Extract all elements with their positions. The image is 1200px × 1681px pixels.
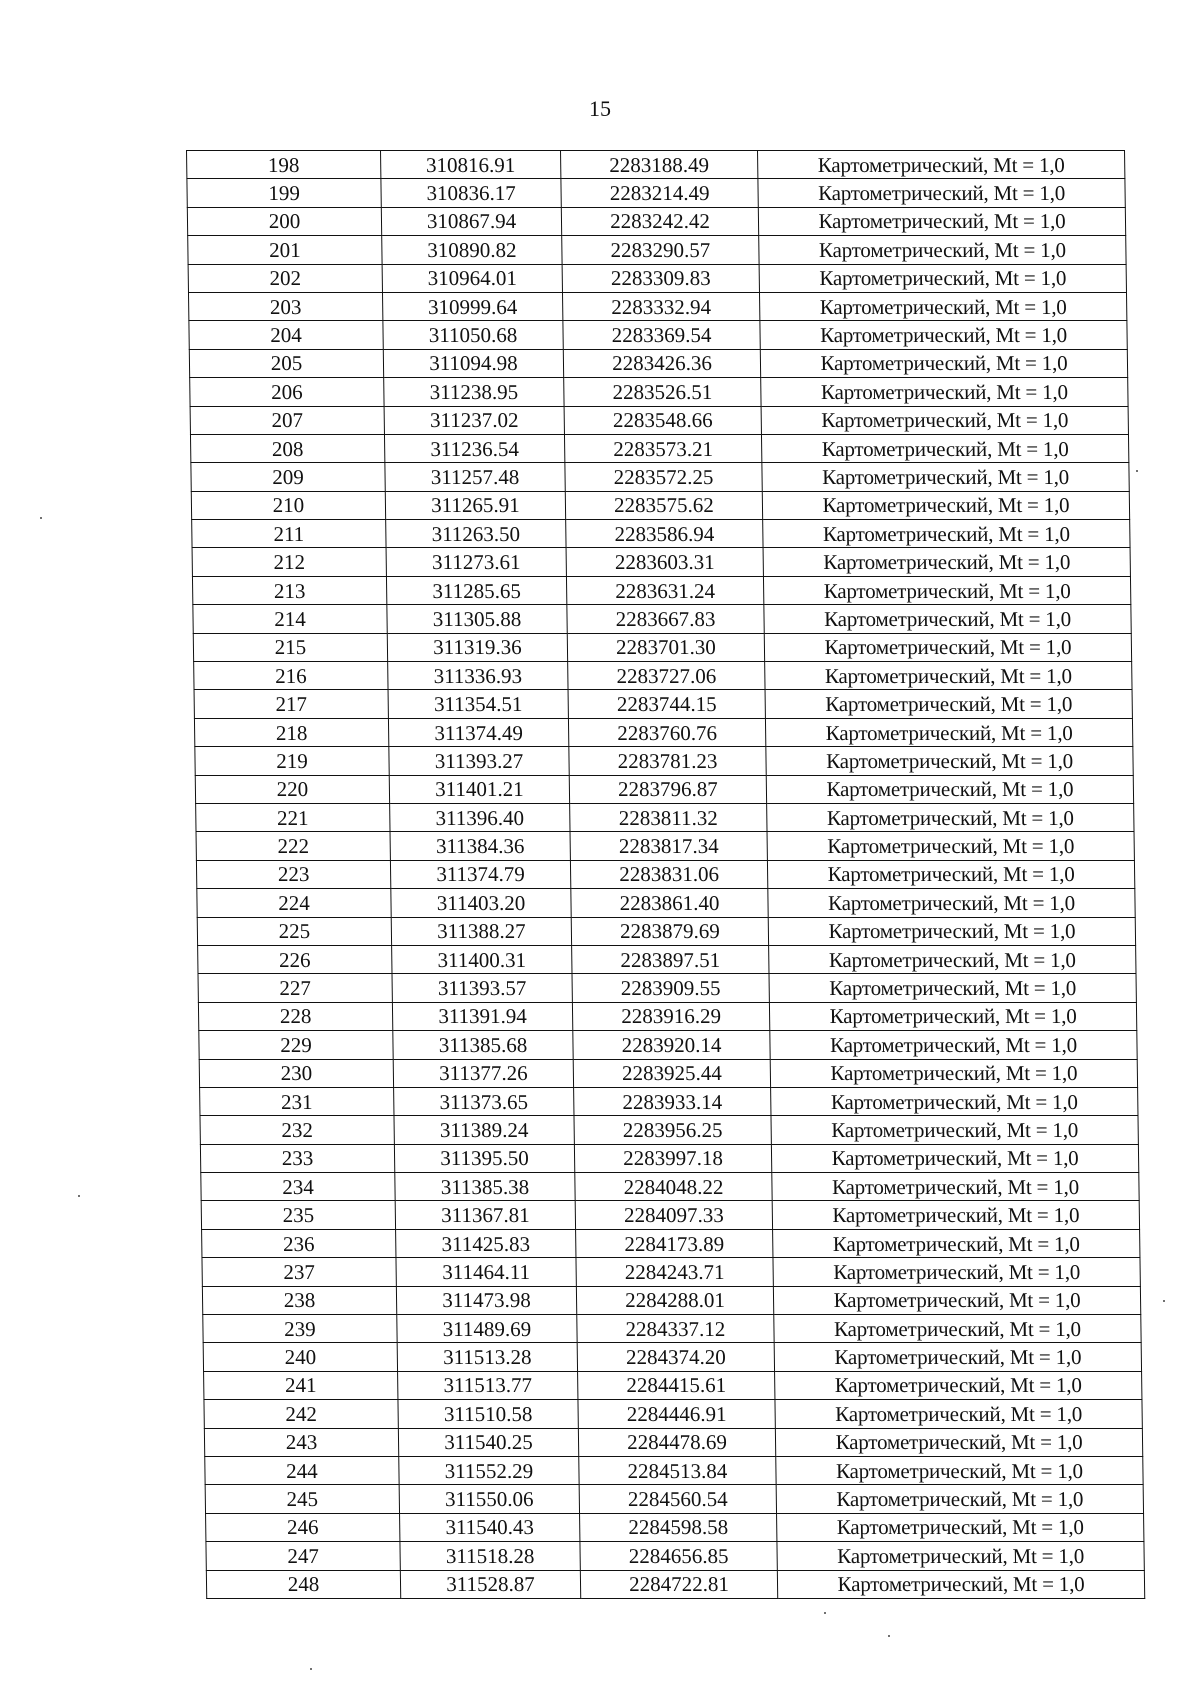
table-row — [201, 1173, 1139, 1201]
y-coordinate-cell: 2284048.22 — [575, 1173, 772, 1201]
table-row — [203, 1315, 1141, 1343]
scan-speck — [310, 1668, 312, 1670]
y-coordinate-cell: 2283933.14 — [574, 1087, 771, 1115]
y-coordinate-cell: 2283426.36 — [563, 349, 760, 377]
table-row — [193, 633, 1131, 661]
point-number-cell: 241 — [204, 1371, 398, 1399]
point-number-cell: 231 — [200, 1087, 394, 1115]
table-row — [195, 775, 1133, 803]
method-cell: Картометрический, Mt = 1,0 — [769, 945, 1136, 973]
y-coordinate-cell: 2283242.42 — [561, 207, 758, 235]
method-cell: Картометрический, Mt = 1,0 — [759, 292, 1126, 320]
point-number-cell: 238 — [202, 1286, 396, 1314]
point-number-cell: 230 — [199, 1059, 393, 1087]
table-row — [205, 1485, 1143, 1513]
point-number-cell: 215 — [193, 633, 387, 661]
page-number: 15 — [589, 96, 611, 121]
method-cell: Картометрический, Mt = 1,0 — [777, 1542, 1144, 1570]
table-row — [196, 832, 1134, 860]
point-number-cell: 239 — [203, 1315, 397, 1343]
point-number-cell: 245 — [205, 1485, 399, 1513]
y-coordinate-cell: 2283572.25 — [565, 463, 762, 491]
x-coordinate-cell: 311263.50 — [386, 520, 566, 548]
x-coordinate-cell: 311237.02 — [384, 406, 564, 434]
method-cell: Картометрический, Mt = 1,0 — [775, 1400, 1142, 1428]
y-coordinate-cell: 2284097.33 — [575, 1201, 772, 1229]
y-coordinate-cell: 2283586.94 — [566, 520, 763, 548]
x-coordinate-cell: 311257.48 — [385, 463, 565, 491]
point-number-cell: 209 — [191, 463, 385, 491]
table-row — [192, 548, 1130, 576]
x-coordinate-cell: 311395.50 — [394, 1144, 574, 1172]
y-coordinate-cell: 2283573.21 — [564, 434, 761, 462]
point-number-cell: 218 — [194, 718, 388, 746]
table-row — [200, 1116, 1138, 1144]
scan-speck — [824, 1612, 826, 1614]
x-coordinate-cell: 311385.68 — [393, 1031, 573, 1059]
y-coordinate-cell: 2283796.87 — [569, 775, 766, 803]
point-number-cell: 227 — [198, 974, 392, 1002]
method-cell: Картометрический, Mt = 1,0 — [768, 917, 1135, 945]
x-coordinate-cell: 311400.31 — [392, 945, 572, 973]
table-row — [200, 1144, 1138, 1172]
x-coordinate-cell: 311391.94 — [392, 1002, 572, 1030]
table-row — [197, 889, 1135, 917]
x-coordinate-cell: 311401.21 — [389, 775, 569, 803]
method-cell: Картометрический, Mt = 1,0 — [773, 1258, 1140, 1286]
y-coordinate-cell: 2283744.15 — [568, 690, 765, 718]
y-coordinate-cell: 2284446.91 — [578, 1400, 775, 1428]
x-coordinate-cell: 311540.43 — [400, 1513, 580, 1541]
coordinates-table — [186, 150, 1145, 1599]
table-row — [190, 434, 1128, 462]
table-row — [187, 207, 1125, 235]
y-coordinate-cell: 2283997.18 — [574, 1144, 771, 1172]
x-coordinate-cell: 311336.93 — [388, 662, 568, 690]
method-cell: Картометрический, Mt = 1,0 — [777, 1513, 1144, 1541]
method-cell: Картометрический, Mt = 1,0 — [762, 463, 1129, 491]
point-number-cell: 244 — [205, 1456, 399, 1484]
x-coordinate-cell: 311377.26 — [393, 1059, 573, 1087]
table-row — [204, 1428, 1142, 1456]
point-number-cell: 216 — [194, 662, 388, 690]
method-cell: Картометрический, Mt = 1,0 — [766, 775, 1133, 803]
x-coordinate-cell: 311513.77 — [398, 1371, 578, 1399]
table-row — [191, 463, 1129, 491]
x-coordinate-cell: 311389.24 — [394, 1116, 574, 1144]
scan-speck — [1163, 1300, 1165, 1302]
table-row — [202, 1258, 1140, 1286]
method-cell: Картометрический, Mt = 1,0 — [758, 179, 1125, 207]
x-coordinate-cell: 311319.36 — [387, 633, 567, 661]
method-cell: Картометрический, Mt = 1,0 — [759, 264, 1126, 292]
table-row — [198, 974, 1136, 1002]
method-cell: Картометрический, Mt = 1,0 — [763, 576, 1130, 604]
method-cell: Картометрический, Mt = 1,0 — [772, 1173, 1139, 1201]
method-cell: Картометрический, Mt = 1,0 — [764, 605, 1131, 633]
method-cell: Картометрический, Mt = 1,0 — [765, 718, 1132, 746]
table-row — [188, 236, 1126, 264]
x-coordinate-cell: 310816.91 — [381, 151, 561, 179]
point-number-cell: 206 — [190, 378, 384, 406]
point-number-cell: 237 — [202, 1258, 396, 1286]
method-cell: Картометрический, Mt = 1,0 — [764, 633, 1131, 661]
y-coordinate-cell: 2283701.30 — [567, 633, 764, 661]
x-coordinate-cell: 311393.57 — [392, 974, 572, 1002]
point-number-cell: 210 — [191, 491, 385, 519]
table-row — [206, 1570, 1144, 1598]
point-number-cell: 233 — [200, 1144, 394, 1172]
method-cell: Картометрический, Mt = 1,0 — [774, 1315, 1141, 1343]
table-row — [191, 491, 1129, 519]
y-coordinate-cell: 2284374.20 — [577, 1343, 774, 1371]
table-row — [199, 1059, 1137, 1087]
table-row — [205, 1456, 1143, 1484]
y-coordinate-cell: 2284560.54 — [579, 1485, 776, 1513]
y-coordinate-cell: 2283214.49 — [561, 179, 758, 207]
y-coordinate-cell: 2283727.06 — [568, 662, 765, 690]
method-cell: Картометрический, Mt = 1,0 — [759, 236, 1126, 264]
method-cell: Картометрический, Mt = 1,0 — [760, 321, 1127, 349]
table-row — [187, 151, 1125, 179]
y-coordinate-cell: 2283879.69 — [571, 917, 768, 945]
method-cell: Картометрический, Mt = 1,0 — [773, 1229, 1140, 1257]
table-row — [193, 605, 1131, 633]
method-cell: Картометрический, Mt = 1,0 — [758, 207, 1125, 235]
point-number-cell: 200 — [187, 207, 381, 235]
method-cell: Картометрический, Mt = 1,0 — [761, 406, 1128, 434]
point-number-cell: 212 — [192, 548, 386, 576]
point-number-cell: 201 — [188, 236, 382, 264]
x-coordinate-cell: 311273.61 — [386, 548, 566, 576]
table-row — [206, 1542, 1144, 1570]
x-coordinate-cell: 311518.28 — [400, 1542, 580, 1570]
point-number-cell: 214 — [193, 605, 387, 633]
y-coordinate-cell: 2284337.12 — [577, 1315, 774, 1343]
method-cell: Картометрический, Mt = 1,0 — [768, 889, 1135, 917]
method-cell: Картометрический, Mt = 1,0 — [765, 690, 1132, 718]
table-row — [198, 945, 1136, 973]
y-coordinate-cell: 2283575.62 — [565, 491, 762, 519]
x-coordinate-cell: 311425.83 — [396, 1229, 576, 1257]
x-coordinate-cell: 311094.98 — [383, 349, 563, 377]
y-coordinate-cell: 2283631.24 — [566, 576, 763, 604]
table-row — [197, 917, 1135, 945]
point-number-cell: 198 — [187, 151, 381, 179]
table-row — [196, 860, 1134, 888]
y-coordinate-cell: 2284513.84 — [579, 1456, 776, 1484]
table-row — [204, 1371, 1142, 1399]
method-cell: Картометрический, Mt = 1,0 — [771, 1087, 1138, 1115]
method-cell: Картометрический, Mt = 1,0 — [763, 520, 1130, 548]
table-row — [188, 264, 1126, 292]
y-coordinate-cell: 2283548.66 — [564, 406, 761, 434]
scan-speck — [888, 1635, 890, 1637]
y-coordinate-cell: 2283920.14 — [573, 1031, 770, 1059]
table-row — [196, 803, 1134, 831]
x-coordinate-cell: 311373.65 — [394, 1087, 574, 1115]
y-coordinate-cell: 2284173.89 — [576, 1229, 773, 1257]
table-row — [189, 349, 1127, 377]
x-coordinate-cell: 311384.36 — [390, 832, 570, 860]
table-row — [195, 747, 1133, 775]
method-cell: Картометрический, Mt = 1,0 — [761, 378, 1128, 406]
point-number-cell: 242 — [204, 1400, 398, 1428]
table-row — [190, 378, 1128, 406]
y-coordinate-cell: 2283811.32 — [570, 803, 767, 831]
table-row — [187, 179, 1125, 207]
table-row — [202, 1286, 1140, 1314]
point-number-cell: 221 — [196, 803, 390, 831]
point-number-cell: 235 — [201, 1201, 395, 1229]
y-coordinate-cell: 2283956.25 — [574, 1116, 771, 1144]
method-cell: Картометрический, Mt = 1,0 — [776, 1485, 1143, 1513]
point-number-cell: 229 — [199, 1031, 393, 1059]
y-coordinate-cell: 2283916.29 — [572, 1002, 769, 1030]
scan-speck — [1136, 470, 1138, 472]
table-row — [202, 1229, 1140, 1257]
x-coordinate-cell: 311473.98 — [396, 1286, 576, 1314]
y-coordinate-cell: 2283369.54 — [563, 321, 760, 349]
method-cell: Картометрический, Mt = 1,0 — [767, 860, 1134, 888]
point-number-cell: 211 — [192, 520, 386, 548]
point-number-cell: 225 — [197, 917, 391, 945]
point-number-cell: 205 — [189, 349, 383, 377]
point-number-cell: 247 — [206, 1542, 400, 1570]
point-number-cell: 236 — [202, 1229, 396, 1257]
point-number-cell: 202 — [188, 264, 382, 292]
table-row — [190, 406, 1128, 434]
x-coordinate-cell: 310836.17 — [381, 179, 561, 207]
table-row — [192, 576, 1130, 604]
method-cell: Картометрический, Mt = 1,0 — [769, 1002, 1136, 1030]
y-coordinate-cell: 2284415.61 — [578, 1371, 775, 1399]
y-coordinate-cell: 2284288.01 — [576, 1286, 773, 1314]
y-coordinate-cell: 2283290.57 — [562, 236, 759, 264]
x-coordinate-cell: 311354.51 — [388, 690, 568, 718]
y-coordinate-cell: 2284598.58 — [580, 1513, 777, 1541]
y-coordinate-cell: 2283781.23 — [569, 747, 766, 775]
table-row — [199, 1031, 1137, 1059]
method-cell: Картометрический, Mt = 1,0 — [770, 1059, 1137, 1087]
x-coordinate-cell: 311367.81 — [395, 1201, 575, 1229]
point-number-cell: 207 — [190, 406, 384, 434]
point-number-cell: 224 — [197, 889, 391, 917]
point-number-cell: 203 — [188, 292, 382, 320]
y-coordinate-cell: 2283309.83 — [562, 264, 759, 292]
table-row — [200, 1087, 1138, 1115]
x-coordinate-cell: 311464.11 — [396, 1258, 576, 1286]
point-number-cell: 208 — [190, 434, 384, 462]
point-number-cell: 228 — [198, 1002, 392, 1030]
x-coordinate-cell: 311393.27 — [389, 747, 569, 775]
x-coordinate-cell: 311552.29 — [399, 1456, 579, 1484]
y-coordinate-cell: 2283925.44 — [573, 1059, 770, 1087]
y-coordinate-cell: 2284656.85 — [580, 1542, 777, 1570]
point-number-cell: 232 — [200, 1116, 394, 1144]
method-cell: Картометрический, Mt = 1,0 — [765, 662, 1132, 690]
point-number-cell: 220 — [195, 775, 389, 803]
x-coordinate-cell: 311285.65 — [386, 576, 566, 604]
x-coordinate-cell: 311305.88 — [387, 605, 567, 633]
method-cell: Картометрический, Mt = 1,0 — [761, 434, 1128, 462]
y-coordinate-cell: 2283760.76 — [568, 718, 765, 746]
point-number-cell: 213 — [192, 576, 386, 604]
method-cell: Картометрический, Mt = 1,0 — [777, 1570, 1144, 1598]
point-number-cell: 246 — [206, 1513, 400, 1541]
method-cell: Картометрический, Mt = 1,0 — [760, 349, 1127, 377]
method-cell: Картометрический, Mt = 1,0 — [772, 1201, 1139, 1229]
method-cell: Картометрический, Mt = 1,0 — [775, 1371, 1142, 1399]
x-coordinate-cell: 311396.40 — [390, 803, 570, 831]
y-coordinate-cell: 2283603.31 — [566, 548, 763, 576]
x-coordinate-cell: 311510.58 — [398, 1400, 578, 1428]
table-row — [203, 1343, 1141, 1371]
y-coordinate-cell: 2283861.40 — [571, 889, 768, 917]
y-coordinate-cell: 2283526.51 — [564, 378, 761, 406]
y-coordinate-cell: 2283831.06 — [570, 860, 767, 888]
method-cell: Картометрический, Mt = 1,0 — [771, 1144, 1138, 1172]
method-cell: Картометрический, Mt = 1,0 — [776, 1456, 1143, 1484]
table-row — [204, 1400, 1142, 1428]
method-cell: Картометрический, Mt = 1,0 — [758, 151, 1125, 179]
x-coordinate-cell: 311388.27 — [391, 917, 571, 945]
table-row — [189, 321, 1127, 349]
y-coordinate-cell: 2284478.69 — [578, 1428, 775, 1456]
x-coordinate-cell: 310964.01 — [382, 264, 562, 292]
point-number-cell: 199 — [187, 179, 381, 207]
y-coordinate-cell: 2283667.83 — [567, 605, 764, 633]
point-number-cell: 204 — [189, 321, 383, 349]
method-cell: Картометрический, Mt = 1,0 — [770, 1031, 1137, 1059]
method-cell: Картометрический, Mt = 1,0 — [766, 747, 1133, 775]
method-cell: Картометрический, Mt = 1,0 — [775, 1428, 1142, 1456]
x-coordinate-cell: 311528.87 — [400, 1570, 580, 1598]
point-number-cell: 248 — [206, 1570, 400, 1598]
table-row — [194, 718, 1132, 746]
table-row — [206, 1513, 1144, 1541]
method-cell: Картометрический, Mt = 1,0 — [762, 491, 1129, 519]
x-coordinate-cell: 311050.68 — [383, 321, 563, 349]
y-coordinate-cell: 2283332.94 — [562, 292, 759, 320]
method-cell: Картометрический, Mt = 1,0 — [773, 1286, 1140, 1314]
x-coordinate-cell: 310890.82 — [382, 236, 562, 264]
table-row — [201, 1201, 1139, 1229]
scan-speck — [78, 1195, 80, 1197]
y-coordinate-cell: 2283188.49 — [561, 151, 758, 179]
table-row — [192, 520, 1130, 548]
x-coordinate-cell: 311374.49 — [388, 718, 568, 746]
point-number-cell: 243 — [204, 1428, 398, 1456]
method-cell: Картометрический, Mt = 1,0 — [769, 974, 1136, 1002]
x-coordinate-cell: 311374.79 — [390, 860, 570, 888]
coordinates-table-body — [187, 151, 1145, 1599]
x-coordinate-cell: 311238.95 — [384, 378, 564, 406]
y-coordinate-cell: 2283909.55 — [572, 974, 769, 1002]
x-coordinate-cell: 311265.91 — [385, 491, 565, 519]
y-coordinate-cell: 2284243.71 — [576, 1258, 773, 1286]
method-cell: Картометрический, Mt = 1,0 — [774, 1343, 1141, 1371]
x-coordinate-cell: 311236.54 — [384, 434, 564, 462]
table-row — [198, 1002, 1136, 1030]
x-coordinate-cell: 311403.20 — [391, 889, 571, 917]
x-coordinate-cell: 311550.06 — [399, 1485, 579, 1513]
y-coordinate-cell: 2283817.34 — [570, 832, 767, 860]
point-number-cell: 223 — [196, 860, 390, 888]
point-number-cell: 217 — [194, 690, 388, 718]
y-coordinate-cell: 2284722.81 — [580, 1570, 777, 1598]
point-number-cell: 222 — [196, 832, 390, 860]
table-row — [194, 690, 1132, 718]
method-cell: Картометрический, Mt = 1,0 — [767, 803, 1134, 831]
point-number-cell: 219 — [195, 747, 389, 775]
x-coordinate-cell: 310999.64 — [382, 292, 562, 320]
y-coordinate-cell: 2283897.51 — [572, 945, 769, 973]
table-row — [194, 662, 1132, 690]
scan-speck — [40, 517, 42, 519]
table-row — [188, 292, 1126, 320]
method-cell: Картометрический, Mt = 1,0 — [771, 1116, 1138, 1144]
point-number-cell: 234 — [201, 1173, 395, 1201]
point-number-cell: 226 — [198, 945, 392, 973]
x-coordinate-cell: 311489.69 — [397, 1315, 577, 1343]
x-coordinate-cell: 310867.94 — [381, 207, 561, 235]
method-cell: Картометрический, Mt = 1,0 — [767, 832, 1134, 860]
x-coordinate-cell: 311540.25 — [398, 1428, 578, 1456]
x-coordinate-cell: 311513.28 — [397, 1343, 577, 1371]
point-number-cell: 240 — [203, 1343, 397, 1371]
x-coordinate-cell: 311385.38 — [395, 1173, 575, 1201]
method-cell: Картометрический, Mt = 1,0 — [763, 548, 1130, 576]
